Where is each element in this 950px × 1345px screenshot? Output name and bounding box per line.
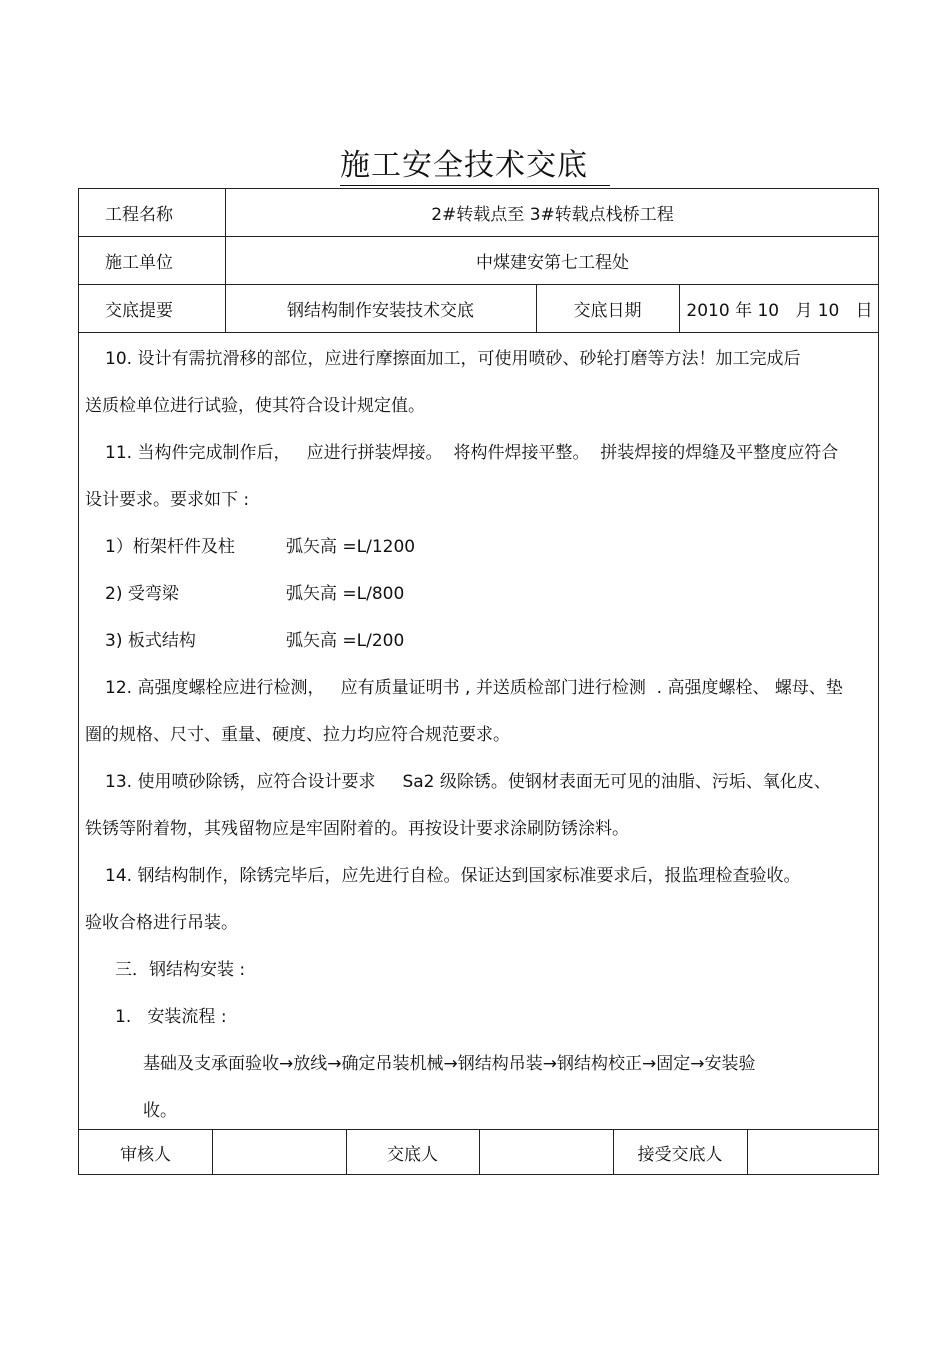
- paragraph-11-line-1: 11. 当构件完成制作后， 应进行拼装焊接。 将构件焊接平整。 拼装焊接的焊缝及平整度应符合: [105, 443, 839, 463]
- reviewer-label: 审核人: [120, 1144, 171, 1165]
- install-flow-line-2: 收。: [143, 1101, 177, 1121]
- paragraph-10-line-2: 送质检单位进行试验，使其符合设计规定值。: [85, 396, 425, 416]
- receiver-label: 接受交底人: [637, 1144, 723, 1165]
- paragraph-11-line-2: 设计要求。要求如下 :: [85, 490, 250, 510]
- disclosure-form: [78, 188, 879, 1175]
- summary-value: 钢结构制作安装技术交底: [287, 300, 474, 321]
- project-name-label: 工程名称: [105, 205, 173, 225]
- paragraph-14-line-1: 14. 钢结构制作，除锈完毕后，应先进行自检。保证达到国家标准要求后，报监理检查验收。: [105, 866, 801, 886]
- requirement-1-item: 1）桁架杆件及柱: [105, 537, 235, 557]
- paragraph-13-line-2: 铁锈等附着物，其残留物应是牢固附着的。再按设计要求涂刷防锈涂料。: [85, 819, 629, 839]
- summary-label: 交底提要: [105, 300, 173, 321]
- reviewer-signature-field[interactable]: [212, 1129, 346, 1175]
- paragraph-13-line-1: 13. 使用喷砂除锈，应符合设计要求 Sa2 级除锈。使钢材表面无可见的油脂、污垢、氧化皮、: [105, 772, 831, 792]
- document-title: 施工安全技术交底: [0, 140, 950, 184]
- requirement-3-item: 3) 板式结构: [105, 631, 196, 651]
- construction-unit-value: 中煤建安第七工程处: [476, 252, 629, 273]
- construction-unit-label: 施工单位: [105, 252, 173, 273]
- discloser-label: 交底人: [387, 1144, 438, 1165]
- paragraph-10-line-1: 10. 设计有需抗滑移的部位，应进行摩擦面加工，可使用喷砂、砂轮打磨等方法！加工完成后: [105, 349, 801, 369]
- section-3-item-1: 1. 安装流程 :: [115, 1007, 227, 1027]
- paragraph-12-line-2: 圈的规格、尺寸、重量、硬度、拉力均应符合规范要求。: [85, 725, 510, 745]
- requirement-1-value: 弧矢高 =L/1200: [286, 537, 416, 557]
- paragraph-14-line-2: 验收合格进行吊装。: [85, 913, 238, 933]
- receiver-signature-field[interactable]: [747, 1129, 880, 1175]
- requirement-2-item: 2) 受弯梁: [105, 584, 179, 604]
- install-flow-line-1: 基础及支承面验收→放线→确定吊装机械→钢结构吊装→钢结构校正→固定→安装验: [143, 1054, 756, 1074]
- section-3-heading: 三．钢结构安装 :: [115, 960, 246, 980]
- requirement-3-value: 弧矢高 =L/200: [286, 631, 405, 651]
- requirement-2-value: 弧矢高 =L/800: [286, 584, 405, 604]
- paragraph-12-line-1: 12. 高强度螺栓应进行检测， 应有质量证明书 , 并送质检部门进行检测 . 高强度螺栓、 螺母、垫: [105, 678, 843, 698]
- project-name-value: 2#转载点至 3#转载点栈桥工程: [431, 205, 674, 225]
- discloser-signature-field[interactable]: [479, 1129, 613, 1175]
- row-divider: [79, 332, 878, 333]
- date-label: 交底日期: [573, 300, 642, 321]
- date-value: 2010 年 10 月 10 日: [686, 300, 873, 321]
